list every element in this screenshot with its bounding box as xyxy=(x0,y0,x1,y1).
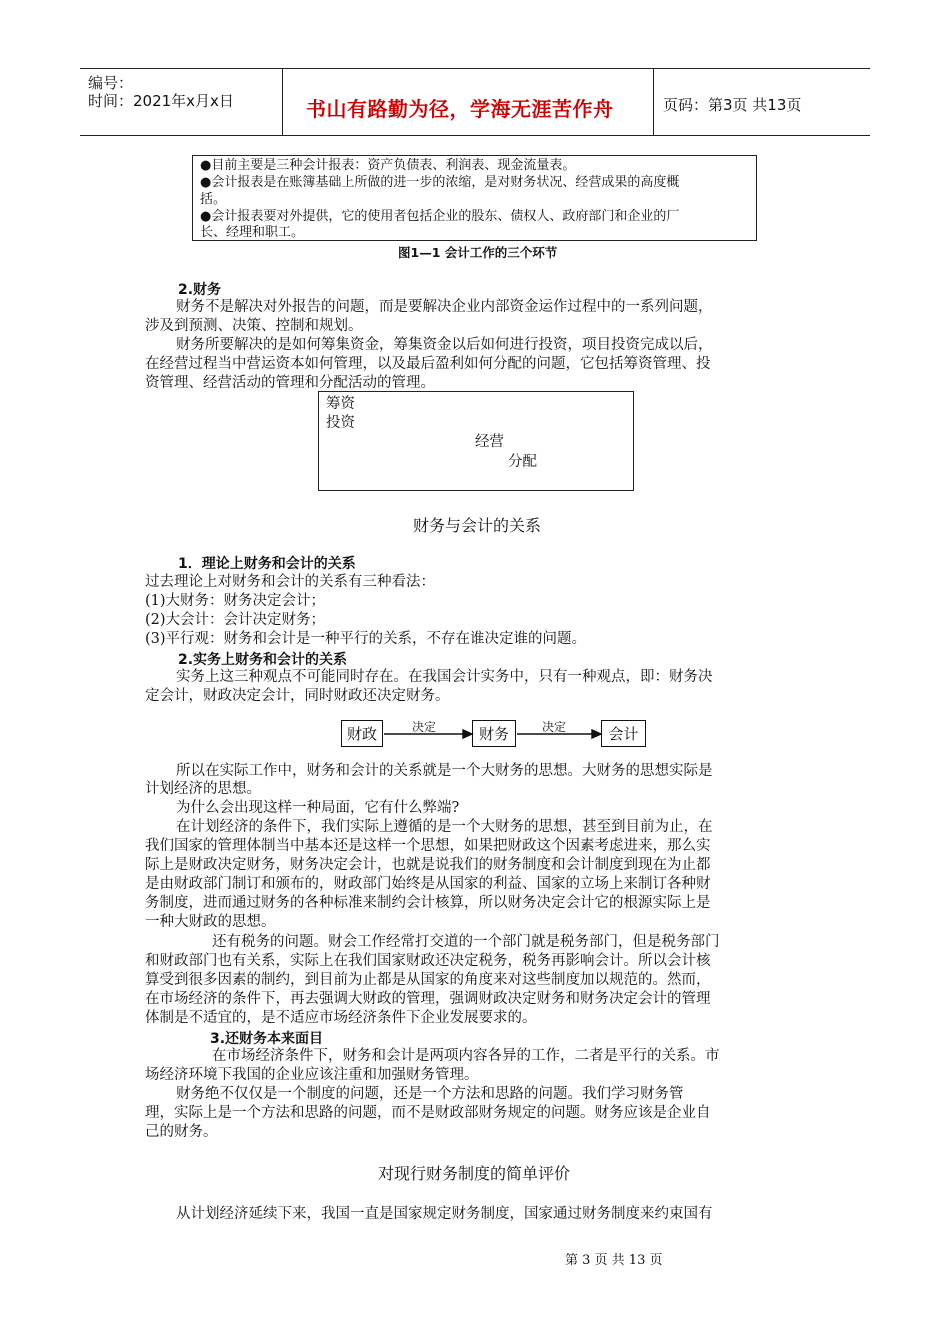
relation-body-line: 是由财政部门制订和颁布的，财政部门始终是从国家的利益、国家的立场上来制订各种财 xyxy=(145,876,711,892)
relation-body-line: 为什么会出现这样一种局面，它有什么弊端? xyxy=(176,800,460,816)
finance-heading: 2.财务 xyxy=(178,282,222,298)
flow-node-fiscal: 财政 xyxy=(341,720,383,747)
finance-line: 涉及到预测、决策、控制和规划。 xyxy=(145,318,363,334)
relation-body-line: 我们国家的管理体制当中基本还是这样一个思想，如果把财政这个因素考虑进来，那么实 xyxy=(145,838,711,854)
relation-body-line: 体制是不适宜的，是不适应市场经济条件下企业发展要求的。 xyxy=(145,1010,537,1026)
figure1-line: ●目前主要是三种会计报表：资产负债表、利润表、现金流量表。 xyxy=(200,158,576,173)
flow-edge-label: 决定 xyxy=(542,720,567,734)
relation-body-line: 在市场经济的条件下，再去强调大财政的管理，强调财政决定财务和财务决定会计的管理 xyxy=(145,991,711,1007)
restore-line: 场经济环境下我国的企业应该注重和加强财务管理。 xyxy=(145,1067,479,1083)
theory-line: (2)大会计：会计决定财务； xyxy=(145,612,326,628)
relation-body-line: 所以在实际工作中，财务和会计的关系就是一个大财务的思想。大财务的思想实际是 xyxy=(176,763,713,779)
header-page-info: 页码：第3页 共13页 xyxy=(663,96,802,114)
theory-line: (1)大财务：财务决定会计； xyxy=(145,593,326,609)
box-distribute-label: 分配 xyxy=(508,454,537,470)
evaluation-line: 从计划经济延续下来，我国一直是国家规定财务制度，国家通过财务制度来约束国有 xyxy=(176,1206,713,1222)
header-divider-left xyxy=(282,68,283,136)
header-motto: 书山有路勤为径，学海无涯苦作舟 xyxy=(306,97,614,121)
theory-heading: 1．理论上财务和会计的关系 xyxy=(178,556,356,572)
restore-line: 理，实际上是一个方法和思路的问题，而不是财政部财务规定的问题。财务应该是企业自 xyxy=(145,1105,711,1121)
flow-node-finance: 财务 xyxy=(472,720,516,747)
finance-line: 资管理、经营活动的管理和分配活动的管理。 xyxy=(145,375,435,391)
practice-line: 实务上这三种观点不可能同时存在。在我国会计实务中，只有一种观点，即：财务决 xyxy=(176,669,713,685)
page-footer: 第 3 页 共 13 页 xyxy=(565,1253,663,1268)
relation-body-line: 际上是财政决定财务，财务决定会计，也就是说我们的财务制度和会计制度到现在为止都 xyxy=(145,857,711,873)
relation-body-line: 和财政部门也有关系，实际上在我们国家财政还决定税务，税务再影响会计。所以会计核 xyxy=(145,953,711,969)
finance-line: 在经营过程当中营运资本如何管理，以及最后盈利如何分配的问题，它包括筹资管理、投 xyxy=(145,356,711,372)
flow-edge-label: 决定 xyxy=(412,720,437,734)
box-fund-label: 筹资 xyxy=(326,396,355,412)
relation-title: 财务与会计的关系 xyxy=(413,516,542,535)
relation-body-line: 一种大财政的思想。 xyxy=(145,914,276,930)
header-code: 编号： xyxy=(88,74,134,92)
theory-line: (3)平行观：财务和会计是一种平行的关系，不存在谁决定谁的问题。 xyxy=(145,631,587,647)
box-operate-label: 经营 xyxy=(475,434,504,450)
relation-body-line: 还有税务的问题。财会工作经常打交道的一个部门就是税务部门，但是税务部门 xyxy=(212,934,720,950)
header-bottom-rule xyxy=(80,135,870,136)
figure1-line: ●会计报表是在账簿基础上所做的进一步的浓缩，是对财务状况、经营成果的高度概 xyxy=(200,175,680,190)
restore-line: 在市场经济条件下，财务和会计是两项内容各异的工作，二者是平行的关系。市 xyxy=(212,1048,720,1064)
figure1-line: ●会计报表要对外提供，它的使用者包括企业的股东、债权人、政府部门和企业的厂 xyxy=(200,209,680,224)
figure1-line: 长、经理和职工。 xyxy=(200,225,305,240)
theory-line: 过去理论上对财务和会计的关系有三种看法： xyxy=(145,574,435,590)
header-top-rule xyxy=(80,68,870,69)
figure1-caption: 图1—1 会计工作的三个环节 xyxy=(398,245,558,260)
relation-body-line: 计划经济的思想。 xyxy=(145,781,261,797)
flow-node-accounting: 会计 xyxy=(601,720,646,747)
header-time: 时间：2021年x月x日 xyxy=(88,92,234,110)
relation-body-line: 在计划经济的条件下，我们实际上遵循的是一个大财务的思想，甚至到目前为止，在 xyxy=(176,819,713,835)
finance-line: 财务不是解决对外报告的问题，而是要解决企业内部资金运作过程中的一系列问题， xyxy=(176,299,713,315)
relation-body-line: 务制度，进而通过财务的各种标准来制约会计核算，所以财务决定会计它的根源实际上是 xyxy=(145,895,711,911)
header-divider-right xyxy=(653,68,654,136)
box-invest-label: 投资 xyxy=(326,415,355,431)
evaluation-title: 对现行财务制度的简单评价 xyxy=(378,1164,571,1183)
restore-line: 财务绝不仅仅是一个制度的问题，还是一个方法和思路的问题。我们学习财务管 xyxy=(176,1086,684,1102)
practice-heading: 2.实务上财务和会计的关系 xyxy=(178,652,348,668)
finance-line: 财务所要解决的是如何筹集资金，筹集资金以后如何进行投资，项目投资完成以后， xyxy=(176,337,713,353)
relation-body-line: 算受到很多因素的制约，到目前为止都是从国家的角度来对这些制度加以规范的。然而， xyxy=(145,972,711,988)
restore-line: 己的财务。 xyxy=(145,1124,218,1140)
practice-line: 定会计，财政决定会计，同时财政还决定财务。 xyxy=(145,688,450,704)
figure1-line: 括。 xyxy=(200,192,227,207)
restore-heading: 3.还财务本来面目 xyxy=(210,1031,324,1047)
